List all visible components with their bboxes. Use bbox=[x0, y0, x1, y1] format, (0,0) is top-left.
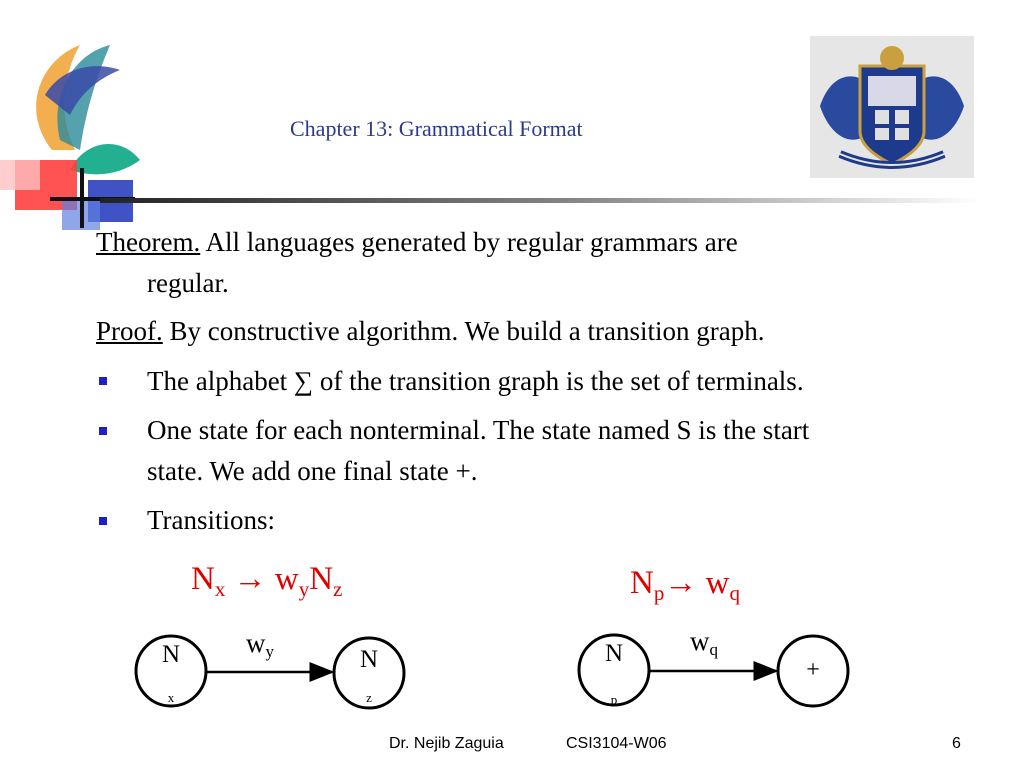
rule-lhs-sub: x bbox=[214, 577, 226, 601]
node-sub-np: p bbox=[610, 692, 618, 707]
bullet-item-alphabet: The alphabet ∑ of the transition graph is the set of terminals. bbox=[147, 366, 804, 396]
edge-symbol-sub: y bbox=[265, 642, 274, 661]
node-sub-nx: x bbox=[167, 690, 175, 705]
node-sub-nz: z bbox=[366, 690, 372, 705]
proof-text: By constructive algorithm. We build a transition graph. bbox=[162, 316, 765, 346]
rule-arrow: → bbox=[664, 565, 706, 601]
rule-lhs: N bbox=[630, 565, 654, 601]
theorem-continuation: regular. bbox=[147, 268, 229, 298]
edge-symbol: w bbox=[246, 628, 266, 658]
edge-label-left bbox=[246, 628, 274, 662]
slide-title: Chapter 13: Grammatical Format bbox=[290, 116, 583, 141]
edge-label-right bbox=[690, 626, 718, 660]
rule-rhs-terminal-sub: q bbox=[729, 581, 740, 605]
footer-page-number: 6 bbox=[952, 735, 961, 752]
rule-rhs-terminal-sub: y bbox=[298, 577, 310, 601]
rule-lhs-sub: p bbox=[653, 581, 665, 605]
bullet-item-transitions: Transitions: bbox=[147, 505, 276, 535]
footer-course: CSI3104-W06 bbox=[566, 735, 667, 752]
edge-symbol-sub: q bbox=[709, 640, 718, 659]
rule-rhs-nonterminal: N bbox=[309, 561, 334, 597]
bullet-item-states: One state for each nonterminal. The state named S is the start bbox=[147, 415, 810, 445]
rule-rhs-nonterminal-sub: z bbox=[333, 577, 343, 601]
rule-rhs-terminal: w bbox=[274, 561, 299, 597]
theorem-label: Theorem. bbox=[96, 227, 201, 257]
rule-arrow: → bbox=[225, 561, 275, 597]
bullet-item-states-cont: state. We add one final state +. bbox=[147, 456, 478, 486]
node-label-nz: N bbox=[359, 646, 379, 673]
rule-rhs-terminal: w bbox=[705, 565, 730, 601]
edge-symbol: w bbox=[690, 626, 710, 656]
node-label-np: N bbox=[604, 640, 624, 667]
rule-lhs: N bbox=[191, 561, 215, 597]
footer-author: Dr. Nejib Zaguia bbox=[389, 735, 504, 752]
proof-label: Proof. bbox=[96, 316, 163, 346]
node-label-nx: N bbox=[161, 641, 181, 668]
theorem-text: All languages generated by regular grammars are bbox=[200, 227, 738, 257]
node-label-final: + bbox=[806, 657, 820, 683]
